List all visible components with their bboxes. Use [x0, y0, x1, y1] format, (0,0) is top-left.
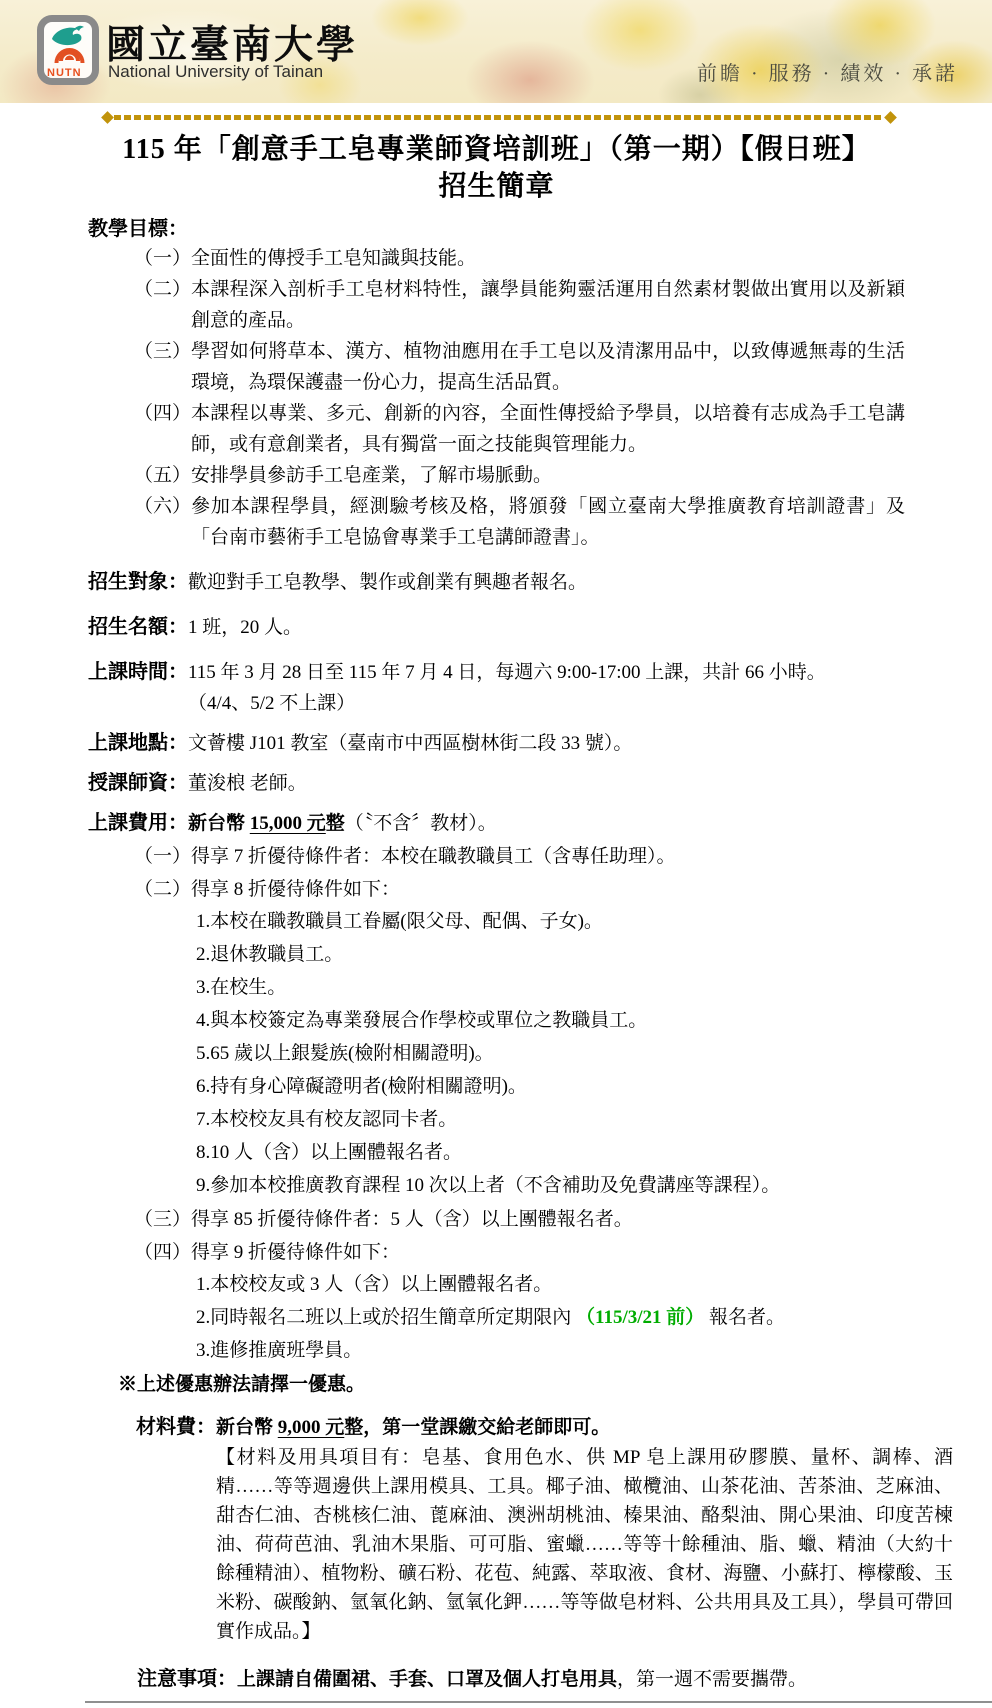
discount8-subitem: 1.本校在職教職員工眷屬(限父母、配偶、子女)。 — [196, 911, 603, 932]
info-label: 上課地點： — [88, 732, 188, 754]
discount8-subitem: 6.持有身心障礙證明者(檢附相關證明)。 — [196, 1076, 527, 1097]
section-discounts — [88, 841, 905, 1400]
info-label: 授課師資： — [88, 772, 188, 794]
material-fee-label: 材料費： — [136, 1416, 216, 1438]
discount-text: 得享 8 折優待條件如下： — [191, 879, 401, 900]
university-name-zh: 國立臺南大學 — [106, 24, 359, 67]
fee-amount: 15,000 元 — [249, 813, 326, 834]
discount8-subitem: 7.本校校友具有校友認同卡者。 — [196, 1109, 458, 1130]
discount-item — [88, 1237, 905, 1268]
goal-text: 本課程以專業、多元、創新的內容，全面性傳授給予學員，以培養有志成為手工皂講師，或有意創業者，具有獨當一面之技能與管理能力。 — [191, 403, 905, 455]
discount8-subitem: 8.10 人（含）以上團體報名者。 — [196, 1142, 463, 1163]
discount-choose-one-note: ※上述優惠辦法請擇一優惠。 — [118, 1374, 366, 1395]
info-value: 董浚桹 老師。 — [188, 773, 307, 794]
info-label: 上課費用： — [88, 812, 188, 834]
deadline-highlight: （115/3/21 前） — [576, 1307, 705, 1328]
material-fee-line — [216, 1412, 953, 1443]
notice-label: 注意事項： — [137, 1668, 237, 1690]
site-header — [0, 0, 992, 103]
discount-item — [88, 874, 905, 905]
page-title-line2: 招生簡章 — [438, 171, 555, 202]
document-body — [0, 131, 992, 1695]
fee-amount-suffix: 整 — [325, 813, 345, 834]
teaching-goals-heading: 教學目標： — [88, 218, 188, 240]
fee-rest: （〝不含〞教材）。 — [344, 813, 497, 834]
discount9-subitem: 3.進修推廣班學員。 — [196, 1340, 363, 1361]
material-currency: 新台幣 — [216, 1417, 278, 1438]
goal-text: 安排學員參訪手工皂產業，了解市場脈動。 — [191, 465, 553, 486]
discount-item — [88, 1204, 905, 1235]
discount-marker: （二） — [134, 879, 192, 900]
info-label: 招生名額： — [88, 616, 188, 638]
discount-marker: （四） — [134, 1242, 192, 1263]
discount9-subitem-deadline — [88, 1301, 905, 1334]
gold-divider — [103, 112, 895, 123]
info-schedule — [88, 657, 905, 719]
logo-acronym: NUTN — [47, 67, 82, 78]
material-rest: ，第一堂課繳交給老師即可。 — [363, 1417, 611, 1438]
goal-item — [88, 491, 905, 553]
goal-item — [88, 274, 905, 336]
goal-item — [88, 336, 905, 398]
info-label: 招生對象： — [88, 571, 188, 593]
goal-marker: （二） — [134, 279, 192, 300]
goal-marker: （一） — [134, 248, 192, 269]
schedule-note: （4/4、5/2 不上課） — [188, 693, 356, 714]
info-fee — [88, 808, 905, 839]
info-value: 文薈樓 J101 教室（臺南市中西區樹林街二段 33 號）。 — [188, 733, 633, 754]
deadline-post: 報名者。 — [704, 1307, 786, 1328]
goal-item — [88, 398, 905, 460]
nutn-emblem-icon — [45, 22, 93, 78]
info-instructor — [88, 768, 905, 799]
goal-marker: （五） — [134, 465, 192, 486]
goal-text: 全面性的傳授手工皂知識與技能。 — [191, 248, 477, 269]
goal-marker: （四） — [134, 403, 192, 424]
material-detail: 【材料及用具項目有：皂基、食用色水、供 MP 皂上課用矽膠膜、量杯、調棒、酒精……等等週邊供上課用模具、工具。椰子油、橄欖油、山茶花油、苦茶油、芝麻油、甜杏仁油、杏桃核仁油、蓖麻油、澳洲胡桃油、榛果油、酪梨油、開心果油、印度苦楝油、荷荷芭油、乳油木果脂、可可脂、蜜蠟……等等十餘種油、脂、蠟、精油（大約十餘種精油）、植物粉、礦石粉、花苞、純露、萃取液、食材、海鹽、小蘇打、檸檬酸、玉米粉、碳酸鈉、氫氧化鈉、氫氧化鉀……等等做皂材料、公共用具及工具），學員可帶回實作成品。】 — [216, 1447, 953, 1642]
divider-dashes — [114, 115, 884, 120]
fee-currency: 新台幣 — [188, 813, 250, 834]
section-teaching-goals — [88, 215, 905, 553]
material-amount: 9,000 元 — [277, 1417, 345, 1438]
info-location — [88, 728, 905, 759]
divider-diamond-left — [101, 111, 114, 124]
university-logo — [37, 15, 99, 85]
discount8-subitem: 5.65 歲以上銀髮族(檢附相關證明)。 — [196, 1043, 494, 1064]
goal-marker: （六） — [134, 496, 192, 517]
discount8-subitem: 2.退休教職員工。 — [196, 944, 344, 965]
goal-text: 參加本課程學員，經測驗考核及格，將頒發「國立臺南大學推廣教育培訓證書」及「台南市藝術手工皂協會專業手工皂講師證書」。 — [191, 496, 905, 548]
discount-text: 得享 85 折優待條件者：5 人（含）以上團體報名者。 — [191, 1209, 633, 1230]
university-slogan: 前瞻 · 服務 · 績效 · 承諾 — [697, 63, 958, 85]
university-name-en: National University of Tainan — [108, 62, 324, 81]
discount8-subitem: 3.在校生。 — [196, 977, 287, 998]
discount-marker: （三） — [134, 1209, 192, 1230]
info-value — [188, 657, 905, 719]
discount8-subitem: 4.與本校簽定為專業發展合作學校或單位之教職員工。 — [196, 1010, 648, 1031]
info-value: 1 班，20 人。 — [188, 617, 303, 638]
discount-item — [88, 841, 905, 872]
deadline-pre: 2.同時報名二班以上或於招生簡章所定期限內 — [196, 1307, 577, 1328]
info-label: 上課時間： — [88, 661, 188, 683]
goal-text: 本課程深入剖析手工皂材料特性，讓學員能夠靈活運用自然素材製做出實用以及新穎創意的產品。 — [191, 279, 905, 331]
goal-item — [88, 243, 905, 274]
info-quota — [88, 612, 905, 643]
info-admission-target — [88, 567, 905, 598]
notice-value — [237, 1664, 905, 1695]
fee-value — [188, 808, 905, 839]
schedule-text: 115 年 3 月 28 日至 115 年 7 月 4 日，每週六 9:00-17:00 上課，共計 66 小時。 — [188, 662, 826, 683]
material-fee-value — [216, 1412, 953, 1646]
material-amount-suffix: 整 — [344, 1417, 364, 1438]
page-title-line1: 115 年「創意手工皂專業師資培訓班」（第一期）【假日班】 — [122, 134, 871, 165]
discount-text: 得享 9 折優待條件如下： — [191, 1242, 401, 1263]
divider-diamond-right — [884, 111, 897, 124]
goal-item — [88, 460, 905, 491]
page-title — [88, 131, 905, 205]
discount9-subitem: 1.本校校友或 3 人（含）以上團體報名者。 — [196, 1274, 553, 1295]
notice-bold-text: 上課請自備圍裙、手套、口罩及個人打皂用具 — [237, 1669, 618, 1690]
notice-rest: ，第一週不需要攜帶。 — [617, 1669, 808, 1690]
section-material-fee — [136, 1412, 953, 1646]
section-notice — [137, 1664, 905, 1695]
discount8-subitem: 9.參加本校推廣教育課程 10 次以上者（不含補助及免費講座等課程）。 — [196, 1175, 781, 1196]
goal-marker: （三） — [134, 341, 192, 362]
goal-text: 學習如何將草本、漢方、植物油應用在手工皂以及清潔用品中，以致傳遞無毒的生活環境，為環保護盡一份心力，提高生活品質。 — [191, 341, 905, 393]
discount-marker: （一） — [134, 846, 192, 867]
discount-text: 得享 7 折優待條件者：本校在職教職員工（含專任助理）。 — [191, 846, 676, 867]
info-value: 歡迎對手工皂教學、製作或創業有興趣者報名。 — [188, 572, 588, 593]
bottom-divider — [85, 1701, 992, 1703]
